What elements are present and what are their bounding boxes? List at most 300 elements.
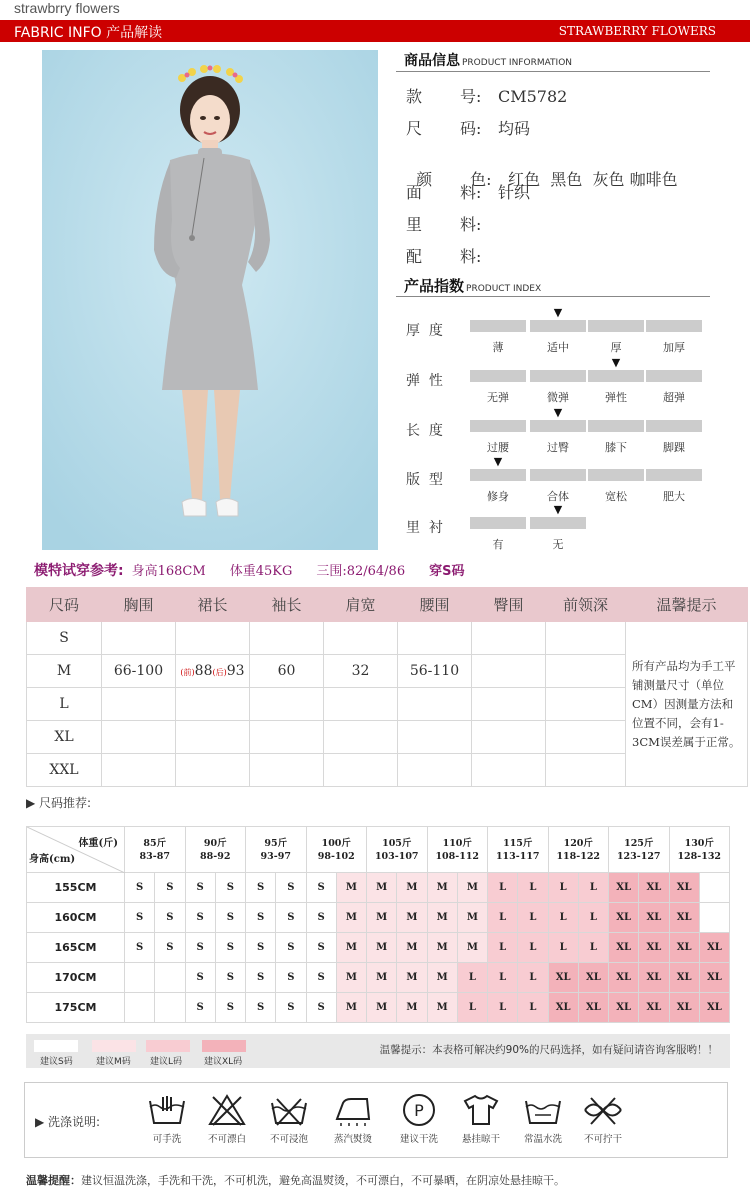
info-key-suffix: 料: xyxy=(460,183,482,202)
size-recommend-cell: S xyxy=(246,873,276,903)
index-bar xyxy=(646,320,702,332)
size-recommend-cell: XL xyxy=(578,963,608,993)
size-recommend-cell: L xyxy=(578,903,608,933)
header-chest: 胸围 xyxy=(102,588,176,622)
size-recommend-cell: XL xyxy=(669,993,699,1023)
size-recommend-cell: M xyxy=(427,963,457,993)
size-recommend-cell xyxy=(699,873,729,903)
size-recommend-cell xyxy=(125,993,155,1023)
weight-jin: 105斤 xyxy=(382,837,412,849)
size-recommend-cell: L xyxy=(488,903,518,933)
size-recommend-cell: S xyxy=(125,933,155,963)
size-recommend-cell: L xyxy=(518,993,548,1023)
info-value: 红色 黑色 灰色 咖啡色 xyxy=(508,170,678,189)
product-info-title-cn: 商品信息 xyxy=(404,53,460,69)
weight-header-cell xyxy=(609,827,670,873)
index-bar xyxy=(470,469,526,481)
wash-item-label: 常温水洗 xyxy=(523,1134,562,1145)
skirt-front-value: 88 xyxy=(194,663,213,679)
index-selected-marker: ▼ xyxy=(553,503,563,516)
size-recommend-cell: S xyxy=(185,963,215,993)
product-info-divider xyxy=(396,71,710,72)
size-recommend-cell: M xyxy=(397,873,427,903)
skirt-back-value: 93 xyxy=(226,663,245,679)
size-recommend-cell: L xyxy=(548,873,578,903)
weight-header-cell xyxy=(246,827,307,873)
index-bar xyxy=(646,420,702,432)
table-cell xyxy=(176,754,250,787)
chest-cell: 66-100 xyxy=(102,655,176,688)
index-option: 肥大 xyxy=(663,490,685,503)
size-chart-table xyxy=(26,587,748,787)
fabric-info-banner xyxy=(0,20,750,42)
info-key: 里 xyxy=(406,215,423,234)
size-recommend-cell: L xyxy=(488,963,518,993)
wash-item-label: 不可漂白 xyxy=(207,1134,246,1145)
index-bar xyxy=(588,469,644,481)
info-key: 款 xyxy=(406,87,423,106)
index-option: 脚踝 xyxy=(663,441,685,454)
info-row-fabric xyxy=(406,180,530,203)
size-recommend-cell: L xyxy=(518,933,548,963)
size-recommend-cell: XL xyxy=(669,963,699,993)
care-text: 建议恒温洗涤，手洗和干洗，不可机洗，避免高温熨烫，不可漂白，不可暴晒，在阴凉处悬挂晾干。 xyxy=(81,1174,565,1187)
weight-kg: 103-107 xyxy=(374,850,419,862)
index-option: 超弹 xyxy=(663,391,685,404)
size-recommend-cell: XL xyxy=(699,963,729,993)
size-recommend-cell: XL xyxy=(609,963,639,993)
size-recommend-cell: S xyxy=(155,873,185,903)
size-recommend-cell: M xyxy=(367,873,397,903)
table-cell xyxy=(398,688,472,721)
weight-header-cell xyxy=(367,827,428,873)
weight-kg: 113-117 xyxy=(495,850,540,862)
table-cell xyxy=(546,622,626,655)
size-recommend-cell: M xyxy=(457,873,487,903)
table-row xyxy=(27,622,748,655)
table-cell xyxy=(472,688,546,721)
index-bar xyxy=(646,469,702,481)
size-recommend-cell: XL xyxy=(609,933,639,963)
size-recommend-cell: M xyxy=(397,903,427,933)
index-label: 弹 性 xyxy=(406,373,443,389)
index-bar xyxy=(470,420,526,432)
index-option: 弹性 xyxy=(605,391,627,404)
info-row-style-no xyxy=(406,84,567,107)
index-option: 过腰 xyxy=(487,441,509,454)
table-cell xyxy=(324,754,398,787)
info-key-suffix: 色: xyxy=(470,170,492,189)
info-key: 颜 xyxy=(416,170,433,189)
info-value: CM5782 xyxy=(498,87,568,106)
weight-jin: 130斤 xyxy=(684,837,714,849)
weight-kg: 128-132 xyxy=(677,850,722,862)
index-selected-marker: ▼ xyxy=(553,306,563,319)
corner-diagonal xyxy=(27,827,125,873)
weight-jin: 85斤 xyxy=(143,837,167,849)
size-recommend-cell: S xyxy=(185,903,215,933)
size-cell: XL xyxy=(27,721,102,754)
model-weight: 体重45KG xyxy=(229,564,293,579)
size-recommend-cell: M xyxy=(336,933,366,963)
model-measurements: 三围:82/64/86 xyxy=(316,564,406,579)
size-tip: 温馨提示：本表格可解决约90%的尺码选择，如有疑问请咨询客服哟！！ xyxy=(379,1044,718,1056)
product-index-title xyxy=(404,275,541,296)
weight-header-cell xyxy=(488,827,549,873)
size-recommend-cell: M xyxy=(336,993,366,1023)
no-bleach-icon xyxy=(195,1093,259,1145)
steam-iron-icon xyxy=(321,1093,385,1145)
model-ref-label: 模特试穿参考: xyxy=(34,563,124,579)
table-row xyxy=(27,993,730,1023)
size-recommend-cell: M xyxy=(336,873,366,903)
size-recommend-cell: L xyxy=(518,963,548,993)
weight-kg: 93-97 xyxy=(260,850,291,862)
size-recommend-cell: S xyxy=(276,963,306,993)
wash-instructions xyxy=(24,1082,728,1158)
size-recommend-cell: M xyxy=(427,873,457,903)
size-recommend-cell: S xyxy=(276,873,306,903)
index-option: 加厚 xyxy=(663,341,685,354)
info-key-suffix: 料: xyxy=(460,247,482,266)
weight-header-cell xyxy=(427,827,488,873)
weight-jin: 90斤 xyxy=(203,837,227,849)
size-recommend-cell: L xyxy=(488,993,518,1023)
size-recommend-cell: S xyxy=(185,873,215,903)
shoulder-cell: 32 xyxy=(324,655,398,688)
index-option: 适中 xyxy=(547,341,569,354)
size-recommend-cell: S xyxy=(306,963,336,993)
size-cell: M xyxy=(27,655,102,688)
table-cell xyxy=(250,754,324,787)
size-table-header xyxy=(27,588,748,622)
header-front-neck: 前领深 xyxy=(546,588,626,622)
size-recommend-cell: XL xyxy=(578,993,608,1023)
size-recommend-cell: XL xyxy=(609,873,639,903)
size-recommend-cell: S xyxy=(125,873,155,903)
index-selected-marker: ▼ xyxy=(553,406,563,419)
table-cell xyxy=(102,721,176,754)
model-illustration xyxy=(42,50,378,550)
weight-jin: 115斤 xyxy=(503,837,533,849)
index-option: 过臀 xyxy=(547,441,569,454)
weight-kg: 108-112 xyxy=(435,850,480,862)
size-recommend-cell: L xyxy=(457,963,487,993)
size-recommend-cell: M xyxy=(367,993,397,1023)
size-recommend-cell: XL xyxy=(699,993,729,1023)
info-key-suffix: 码: xyxy=(460,119,482,138)
size-recommend-cell: XL xyxy=(669,903,699,933)
index-option: 厚 xyxy=(610,341,622,354)
size-recommend-cell: M xyxy=(367,933,397,963)
corner-height: 身高(cm) xyxy=(29,854,76,865)
wash-item-label: 蒸汽熨烫 xyxy=(333,1134,372,1145)
height-cell: 155CM xyxy=(27,873,125,903)
index-bar xyxy=(588,370,644,382)
index-option: 宽松 xyxy=(605,490,627,503)
size-recommend-cell: L xyxy=(488,933,518,963)
weight-kg: 118-122 xyxy=(556,850,601,862)
size-recommend-cell: S xyxy=(276,933,306,963)
size-recommend-cell: M xyxy=(427,993,457,1023)
size-recommend-cell: XL xyxy=(639,993,669,1023)
size-recommend-cell: M xyxy=(336,963,366,993)
info-value: 均码 xyxy=(498,119,531,138)
index-bar xyxy=(588,320,644,332)
size-recommend-cell: XL xyxy=(609,993,639,1023)
table-cell xyxy=(102,622,176,655)
table-cell xyxy=(176,622,250,655)
header-tip: 温馨提示 xyxy=(626,588,748,622)
size-recommend-cell: L xyxy=(548,903,578,933)
normal-water-icon xyxy=(511,1093,575,1145)
size-recommend-cell: XL xyxy=(669,873,699,903)
weight-jin: 125斤 xyxy=(624,837,654,849)
index-option: 有 xyxy=(492,538,504,551)
product-photo xyxy=(42,50,378,550)
size-recommend-cell: L xyxy=(578,933,608,963)
care-reminder xyxy=(26,1172,565,1188)
size-recommend-cell: XL xyxy=(609,903,639,933)
size-recommend-cell: L xyxy=(578,873,608,903)
table-cell xyxy=(546,754,626,787)
size-recommend-cell: XL xyxy=(639,903,669,933)
index-bar xyxy=(470,320,526,332)
size-recommend-cell: XL xyxy=(639,963,669,993)
measurement-note: 所有产品均为手工平铺测量尺寸（单位CM）因测量方法和位置不同，会有1-3CM误差属于正常。 xyxy=(626,622,748,787)
size-recommend-cell xyxy=(125,963,155,993)
dry-clean-icon xyxy=(387,1093,451,1145)
table-cell xyxy=(546,721,626,754)
size-recommend-cell xyxy=(155,993,185,1023)
sleeve-cell: 60 xyxy=(250,655,324,688)
wash-item-label: 可手洗 xyxy=(152,1134,182,1145)
size-recommend-cell: M xyxy=(457,933,487,963)
size-recommend-cell: S xyxy=(276,993,306,1023)
index-label: 里 衬 xyxy=(406,520,443,536)
skirt-length-cell xyxy=(176,655,250,688)
height-cell: 160CM xyxy=(27,903,125,933)
size-recommend-cell: S xyxy=(215,963,245,993)
size-recommend-cell: XL xyxy=(639,873,669,903)
size-recommend-cell: M xyxy=(457,903,487,933)
hand-wash-icon xyxy=(135,1093,199,1145)
table-cell xyxy=(472,721,546,754)
index-bar xyxy=(470,517,526,529)
header-shoulder: 肩宽 xyxy=(324,588,398,622)
index-bar xyxy=(530,469,586,481)
size-recommend-cell: S xyxy=(246,963,276,993)
size-recommend-cell: S xyxy=(215,993,245,1023)
wash-item-label: 不可拧干 xyxy=(583,1134,622,1145)
table-cell xyxy=(546,688,626,721)
index-option: 微弹 xyxy=(547,391,569,404)
size-recommend-cell: M xyxy=(397,933,427,963)
table-cell xyxy=(250,721,324,754)
model-reference xyxy=(34,560,488,580)
corner-weight: 体重(斤) xyxy=(78,838,118,849)
height-cell: 170CM xyxy=(27,963,125,993)
table-cell xyxy=(324,622,398,655)
no-wring-icon xyxy=(571,1093,635,1145)
weight-jin: 110斤 xyxy=(442,837,472,849)
banner-title: FABRIC INFO 产品解读 xyxy=(14,25,163,41)
index-bar xyxy=(588,420,644,432)
index-bar xyxy=(530,517,586,529)
legend-swatch-m xyxy=(92,1040,136,1052)
info-key: 面 xyxy=(406,183,423,202)
size-recommend-cell: S xyxy=(185,933,215,963)
size-recommend-cell: M xyxy=(336,903,366,933)
size-recommend-cell: XL xyxy=(639,933,669,963)
size-recommend-cell: L xyxy=(488,873,518,903)
table-cell xyxy=(472,622,546,655)
table-cell xyxy=(472,754,546,787)
weight-kg: 98-102 xyxy=(317,850,355,862)
weight-jin: 95斤 xyxy=(264,837,288,849)
weight-header-cell xyxy=(306,827,367,873)
index-option: 膝下 xyxy=(605,441,627,454)
corner-cell xyxy=(27,827,125,873)
table-cell xyxy=(398,622,472,655)
info-row-accessory xyxy=(406,244,498,267)
header-size: 尺码 xyxy=(27,588,102,622)
info-row-size xyxy=(406,116,530,139)
product-info-title-en: PRODUCT INFORMATION xyxy=(462,58,573,68)
table-row xyxy=(27,933,730,963)
weight-header-cell xyxy=(125,827,186,873)
weight-header-cell xyxy=(185,827,246,873)
size-recommend-cell: L xyxy=(457,993,487,1023)
legend-swatch-s xyxy=(34,1040,78,1052)
index-label: 厚 度 xyxy=(406,323,443,339)
table-row xyxy=(27,963,730,993)
table-cell xyxy=(250,688,324,721)
table-cell xyxy=(102,688,176,721)
legend-label-m: 建议M码 xyxy=(96,1057,131,1067)
index-option: 无弹 xyxy=(487,391,509,404)
size-recommend-cell xyxy=(155,963,185,993)
size-cell: XXL xyxy=(27,754,102,787)
table-cell xyxy=(176,721,250,754)
index-bar xyxy=(646,370,702,382)
info-key-suffix: 号: xyxy=(460,87,482,106)
size-recommend-cell: S xyxy=(185,993,215,1023)
size-recommend-cell: L xyxy=(518,873,548,903)
index-bar xyxy=(530,420,586,432)
size-recommend-cell: M xyxy=(367,903,397,933)
no-soak-icon xyxy=(257,1093,321,1145)
size-recommend-cell: S xyxy=(215,933,245,963)
size-recommend-cell: S xyxy=(306,933,336,963)
index-option: 无 xyxy=(552,538,564,551)
header-waist: 腰围 xyxy=(398,588,472,622)
dry-clean-letter: P xyxy=(414,1101,424,1120)
size-recommend-cell: XL xyxy=(669,933,699,963)
wash-item-label: 建议干洗 xyxy=(399,1134,438,1145)
weight-kg: 83-87 xyxy=(139,850,170,862)
index-bar xyxy=(470,370,526,382)
index-option: 薄 xyxy=(492,341,504,354)
size-recommend-table xyxy=(26,826,730,1023)
index-selected-marker: ▼ xyxy=(493,455,503,468)
info-key: 尺 xyxy=(406,119,423,138)
index-label: 版 型 xyxy=(406,472,443,488)
size-recommend-cell: S xyxy=(246,903,276,933)
product-index-title-en: PRODUCT INDEX xyxy=(466,284,542,294)
size-recommend-cell: S xyxy=(215,903,245,933)
size-recommend-cell: S xyxy=(306,903,336,933)
size-recommend-cell: S xyxy=(215,873,245,903)
waist-cell: 56-110 xyxy=(398,655,472,688)
header-skirt-length: 裙长 xyxy=(176,588,250,622)
wash-label: ▶ 洗涤说明: xyxy=(35,1115,101,1129)
weight-jin: 120斤 xyxy=(563,837,593,849)
back-tag: (后) xyxy=(212,668,227,677)
weight-header-cell xyxy=(669,827,730,873)
wash-item-label: 悬挂晾干 xyxy=(461,1134,500,1145)
index-bar xyxy=(530,320,586,332)
size-legend-bar xyxy=(26,1034,730,1068)
front-tag: (前) xyxy=(180,668,195,677)
table-cell xyxy=(472,655,546,688)
info-value: 针织 xyxy=(498,183,531,202)
size-recommend-cell: S xyxy=(306,873,336,903)
table-cell xyxy=(398,721,472,754)
height-cell: 165CM xyxy=(27,933,125,963)
product-index-divider xyxy=(396,296,710,297)
weight-jin: 100斤 xyxy=(321,837,351,849)
size-recommend-cell: XL xyxy=(548,993,578,1023)
info-key-suffix: 料: xyxy=(460,215,482,234)
model-size-worn: 穿S码 xyxy=(429,564,465,579)
size-cell: L xyxy=(27,688,102,721)
index-option: 合体 xyxy=(547,490,569,503)
size-recommend-cell: S xyxy=(276,903,306,933)
table-row xyxy=(27,873,730,903)
table-cell xyxy=(250,622,324,655)
hang-dry-icon xyxy=(449,1093,513,1145)
size-recommend-cell: M xyxy=(397,993,427,1023)
product-index-title-cn: 产品指数 xyxy=(404,277,465,295)
weight-kg: 123-127 xyxy=(616,850,661,862)
index-label: 长 度 xyxy=(406,423,443,439)
table-cell xyxy=(398,754,472,787)
table-cell xyxy=(176,688,250,721)
size-recommend-cell: S xyxy=(155,903,185,933)
table-cell xyxy=(324,721,398,754)
table-row xyxy=(27,903,730,933)
header-hip: 臀围 xyxy=(472,588,546,622)
size-recommend-cell: XL xyxy=(699,933,729,963)
care-lead: 温馨提醒： xyxy=(26,1174,81,1187)
size-recommend-cell: S xyxy=(306,993,336,1023)
info-key: 配 xyxy=(406,247,423,266)
size-recommend-cell: S xyxy=(246,933,276,963)
index-selected-marker: ▼ xyxy=(611,356,621,369)
size-recommend-cell xyxy=(699,903,729,933)
info-row-lining xyxy=(406,212,498,235)
size-recommend-title: ▶ 尺码推荐: xyxy=(26,796,92,810)
legend-swatch-l xyxy=(146,1040,190,1052)
weight-header-cell xyxy=(548,827,609,873)
size-recommend-cell: XL xyxy=(548,963,578,993)
weight-kg: 88-92 xyxy=(200,850,231,862)
legend-label-xl: 建议XL码 xyxy=(204,1057,243,1067)
size-recommend-cell: M xyxy=(397,963,427,993)
table-cell xyxy=(324,688,398,721)
table-cell xyxy=(102,754,176,787)
